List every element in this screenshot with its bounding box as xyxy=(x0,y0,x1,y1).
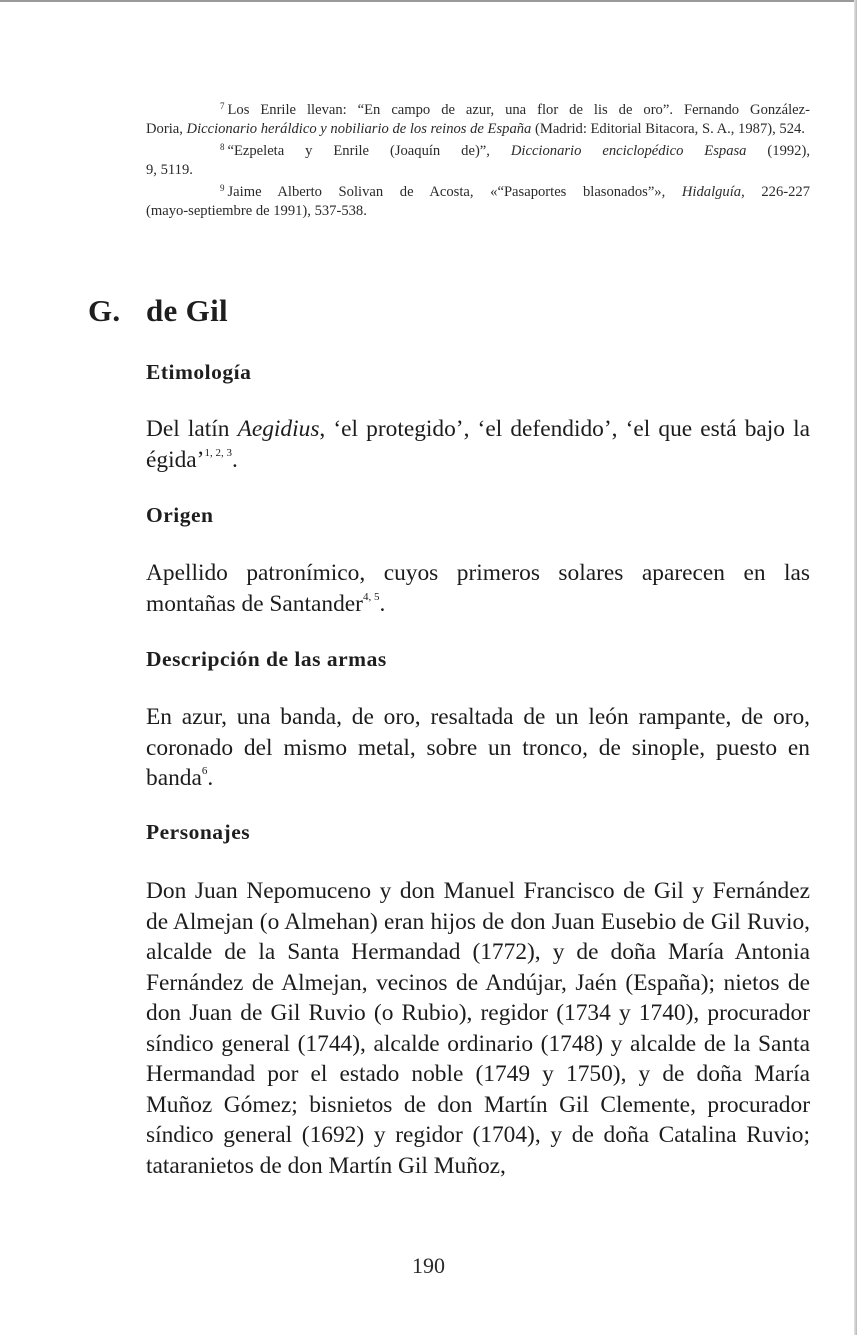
paragraph-etimologia: Del latín Aegidius, ‘el protegido’, ‘el defendido’, ‘el que está bajo la égida’$^{1, 2, 3}$. xyxy=(146,416,810,473)
chapter-name: de Gil xyxy=(146,293,228,328)
paragraph-origen: Apellido patronímico, cuyos primeros solares aparecen en las montañas de Santander$^{4, 5}$. xyxy=(146,560,810,617)
page-number: 190 xyxy=(412,1253,445,1278)
footnote-7: $^7$ Los Enrile llevan: “En campo de azur, una flor de lis de oro”. Fernando González- Doria, Diccionario heráldico y nobiliario de los reinos de España (Madrid: Editorial Bitacora, S. A., 1987), 524. xyxy=(146,101,810,137)
reference-marks: 6 xyxy=(201,765,208,777)
chapter-title xyxy=(88,293,228,329)
footnote-8: $^8$ “Ezpeleta y Enrile (Joaquín de)”, Diccionario enciclopédico Espasa (1992), 9, 5119. xyxy=(146,142,810,178)
chapter-letter: G. xyxy=(88,293,121,328)
footnote-number: 9 xyxy=(220,183,225,194)
reference-marks: 1, 2, 3 xyxy=(204,446,232,459)
page-top-edge xyxy=(0,0,857,2)
reference-marks: 4, 5 xyxy=(362,590,380,603)
paragraph-armas: En azur, una banda, de oro, resaltada de un león rampante, de oro, coronado del mismo metal, sobre un tronco, de sinople, puesto en banda$^6$. xyxy=(146,704,810,791)
footnote-number: 7 xyxy=(220,101,225,111)
heading-etimologia: Etimología xyxy=(146,360,252,384)
footnote-number: 8 xyxy=(220,142,225,153)
footnote-9: $^9$ Jaime Alberto Solivan de Acosta, «“Pasaportes blasonados”», Hidalguía, 226-227 (mayo-septiembre de 1991), 537-538. xyxy=(146,183,810,219)
heading-armas: Descripción de las armas xyxy=(146,647,387,671)
heading-origen: Origen xyxy=(146,503,214,527)
footnotes xyxy=(146,97,810,221)
paragraph-personajes: Don Juan Nepomuceno y don Manuel Francisco de Gil y Fernández de Almejan (o Almehan) eran hijos de don Juan Eusebio de Gil Ruvio, alcalde de la Santa Hermandad (1772), y de doña María Antonia Fernández de Almejan, vecinos de Andújar, Jaén (España); nietos de don Juan de Gil Ruvio (o Rubio), regidor (1734 y 1740), procurador síndico general (1744), alcalde ordinario (1748) y alcalde de la Santa Hermandad por el estado noble (1749 y 1750), y de doña María Muñoz Gómez; bisnietos de don Martín Gil Clemente, procurador síndico general (1692) y regidor (1704), y de doña Catalina Ruvio; tataranietos de don Martín Gil Muñoz, xyxy=(146,878,810,1179)
heading-personajes: Personajes xyxy=(146,820,251,844)
